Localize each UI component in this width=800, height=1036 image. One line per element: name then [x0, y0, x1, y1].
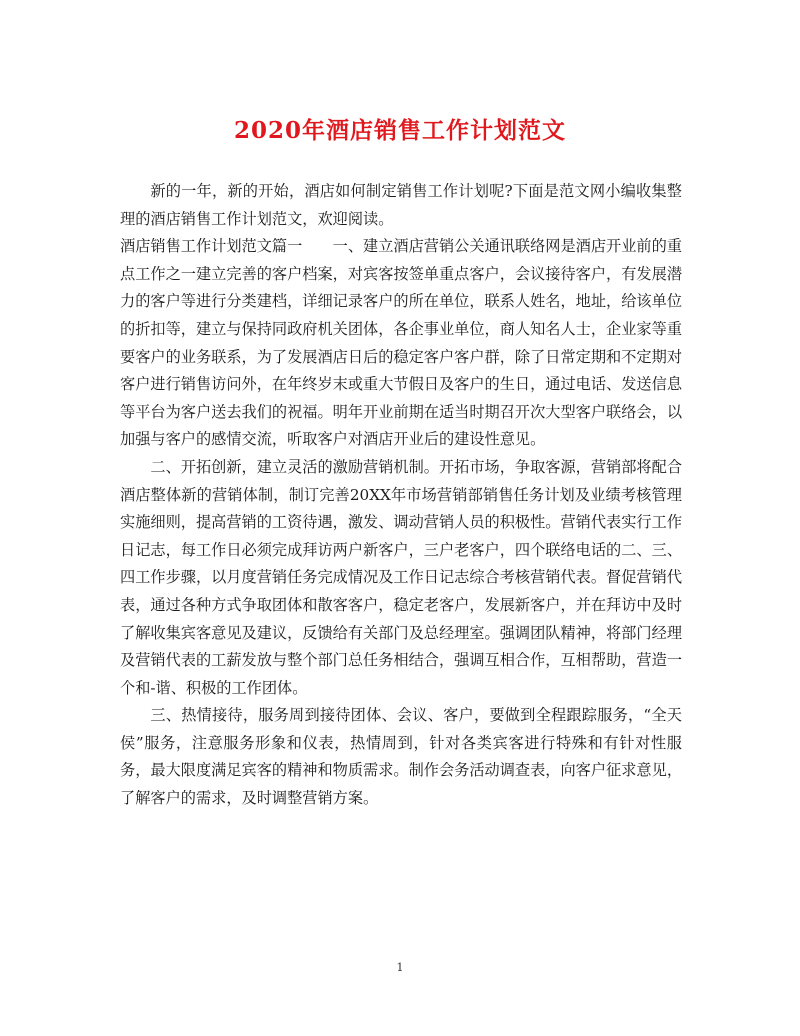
- paragraph-intro: 新的一年，新的开始，酒店如何制定销售工作计划呢?下面是范文网小编收集整理的酒店销售工作计划范文，欢迎阅读。: [120, 182, 682, 228]
- page-number: 1: [396, 961, 404, 974]
- document-body: [120, 178, 682, 813]
- document-title: 2020年酒店销售工作计划范文: [233, 117, 566, 144]
- paragraph-section-2: 二、开拓创新，建立灵活的激励营销机制。开拓市场，争取客源，营销部将配合酒店整体新的营销体制，制订完善20XX年市场营销部销售任务计划及业绩考核管理实施细则，提高营销的工资待遇，激发、调动营销人员的积极性。营销代表实行工作日记志，每工作日必须完成拜访两户新客户，三户老客户，四个联络电话的二、三、四工作步骤，以月度营销任务完成情况及工作日记志综合考核营销代表。督促营销代表，通过各种方式争取团体和散客客户，稳定老客户，发展新客户，并在拜访中及时了解收集宾客意见及建议，反馈给有关部门及总经理室。强调团队精神，将部门经理及营销代表的工薪发放与整个部门总任务相结合，强调互相合作，互相帮助，营造一个和-谐、积极的工作团体。: [120, 457, 682, 697]
- paragraph-section-3: 三、热情接待，服务周到接待团体、会议、客户，要做到全程跟踪服务，“全天侯”服务，注意服务形象和仪表，热情周到，针对各类宾客进行特殊和有针对性服务，最大限度满足宾客的精神和物质需求。制作会务活动调查表，向客户征求意见，了解客户的需求，及时调整营销方案。: [120, 706, 682, 808]
- paragraph-section-1: 酒店销售工作计划范文篇一 一、建立酒店营销公关通讯联络网是酒店开业前的重点工作之一建立完善的客户档案，对宾客按签单重点客户，会议接待客户，有发展潜力的客户等进行分类建档，详细记录客户的所在单位，联系人姓名，地址，给该单位的折扣等，建立与保持同政府机关团体，各企事业单位，商人知名人士，企业家等重要客户的业务联系，为了发展酒店日后的稳定客户客户群，除了日常定期和不定期对客户进行销售访问外，在年终岁末或重大节假日及客户的生日，通过电话、发送信息等平台为客户送去我们的祝福。明年开业前期在适当时期召开次大型客户联络会，以加强与客户的感情交流，听取客户对酒店开业后的建设性意见。: [120, 237, 682, 449]
